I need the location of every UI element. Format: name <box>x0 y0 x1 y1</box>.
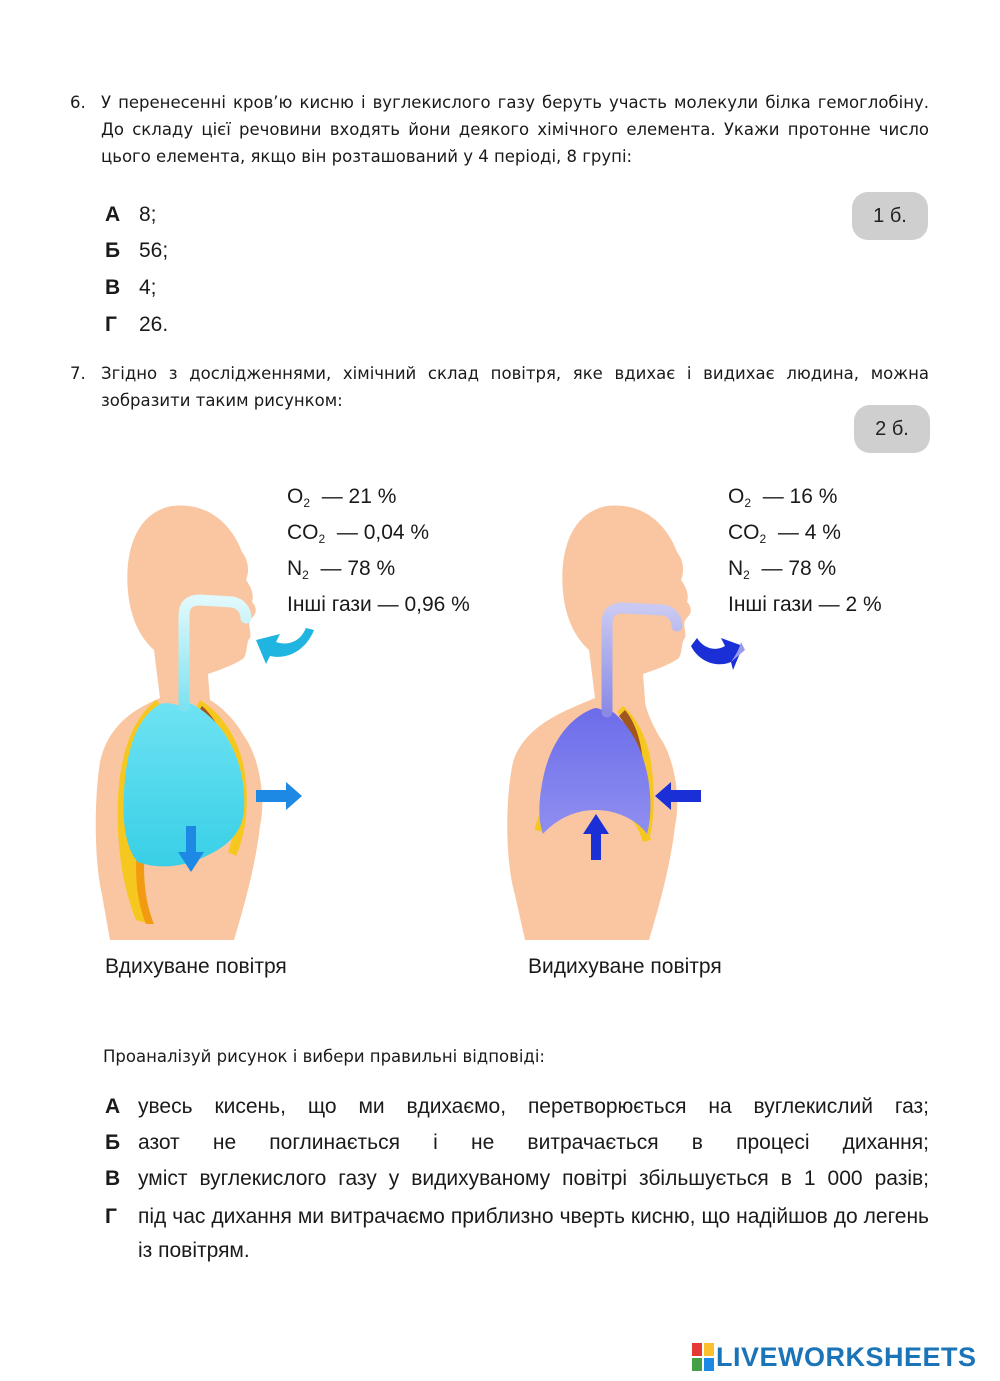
q6-option-v[interactable] <box>105 274 157 302</box>
exhaled-o2-row: $O_2$ — 16 % <box>728 485 838 510</box>
q6-option-a-text: 8; <box>139 203 157 226</box>
exhaled-other-row: Інші гази — 2 % <box>728 593 882 616</box>
q7-answer-v[interactable] <box>105 1162 929 1196</box>
q7-answer-b[interactable] <box>105 1126 929 1160</box>
q6-option-a-letter: А <box>105 203 121 226</box>
q7-answer-g[interactable] <box>105 1200 929 1268</box>
inhaling-figure <box>80 500 320 950</box>
q6-option-g-letter: Г <box>105 313 117 336</box>
q7-answer-a[interactable] <box>105 1090 929 1124</box>
inhaled-o2-row: $O_2$ — 21 % <box>287 485 397 510</box>
liveworksheets-logo <box>692 1340 977 1374</box>
q6-option-a[interactable] <box>105 201 157 229</box>
inhaled-other-row: Інші гази — 0,96 % <box>287 593 470 616</box>
question-7-prompt: Проаналізуй рисунок і вибери правильні відповіді: <box>103 1047 545 1066</box>
exhaled-n2-row: $N_2$ — 78 % <box>728 557 837 582</box>
inhale-incoming-air-arrow-icon <box>256 628 314 664</box>
q7-answer-a-letter: А <box>105 1095 121 1118</box>
q6-option-g[interactable] <box>105 311 168 339</box>
question-6-points-badge: 1 б. <box>852 192 928 240</box>
inhale-chest-expand-arrow-icon <box>256 782 302 810</box>
question-7-text: Згідно з дослідженнями, хімічний склад повітря, яке вдихає і видихає людина, можна зобразити таким рисунком: <box>101 364 929 410</box>
exhale-outgoing-air-arrow-icon <box>691 638 743 670</box>
q7-answer-v-text: уміст вуглекислого газу у видихуваному повітрі збільшується в 1 000 разів; <box>138 1167 929 1190</box>
question-6-number: 6. <box>70 93 86 112</box>
exhaling-figure <box>495 500 755 950</box>
question-7-points-badge: 2 б. <box>854 405 930 453</box>
q6-option-b-text: 56; <box>139 239 169 262</box>
q6-option-v-text: 4; <box>139 276 157 299</box>
exhaled-co2-row: $CO_2$ — 4 % <box>728 521 841 546</box>
live-badge-icon <box>692 1343 714 1371</box>
q7-answer-v-letter: В <box>105 1167 121 1190</box>
q6-option-v-letter: В <box>105 276 121 299</box>
q7-answer-a-text: увесь кисень, що ми вдихаємо, перетворюється на вуглекислий газ; <box>138 1095 929 1118</box>
q6-option-b-letter: Б <box>105 239 121 262</box>
logo-wordmark: LIVEWORKSHEETS <box>716 1341 977 1372</box>
q6-option-b[interactable] <box>105 237 168 265</box>
question-6-text: У перенесенні кров’ю кисню і вуглекислого газу беруть участь молекули білка гемоглобіну. До складу цієї речовини входять йони деякого хімічного елемента. Укажи протонне число цього елемента, якщо він розташований у 4 періоді, 8 групі: <box>101 93 929 166</box>
inhaled-co2-row: $CO_2$ — 0,04 % <box>287 521 430 546</box>
q7-answer-g-text: під час дихання ми витрачаємо приблизно чверть кисню, що надійшов до легень із повітрям. <box>138 1205 929 1262</box>
q6-option-g-text: 26. <box>139 313 169 336</box>
inhaled-caption: Вдихуване повітря <box>105 955 287 978</box>
inhaled-n2-row: $N_2$ — 78 % <box>287 557 396 582</box>
question-7-number: 7. <box>70 364 86 383</box>
q7-answer-b-text: азот не поглинається і не витрачається в процесі дихання; <box>138 1131 929 1154</box>
exhaled-caption: Видихуване повітря <box>528 955 722 978</box>
q7-answer-g-letter: Г <box>105 1205 117 1228</box>
q7-answer-b-letter: Б <box>105 1131 121 1154</box>
